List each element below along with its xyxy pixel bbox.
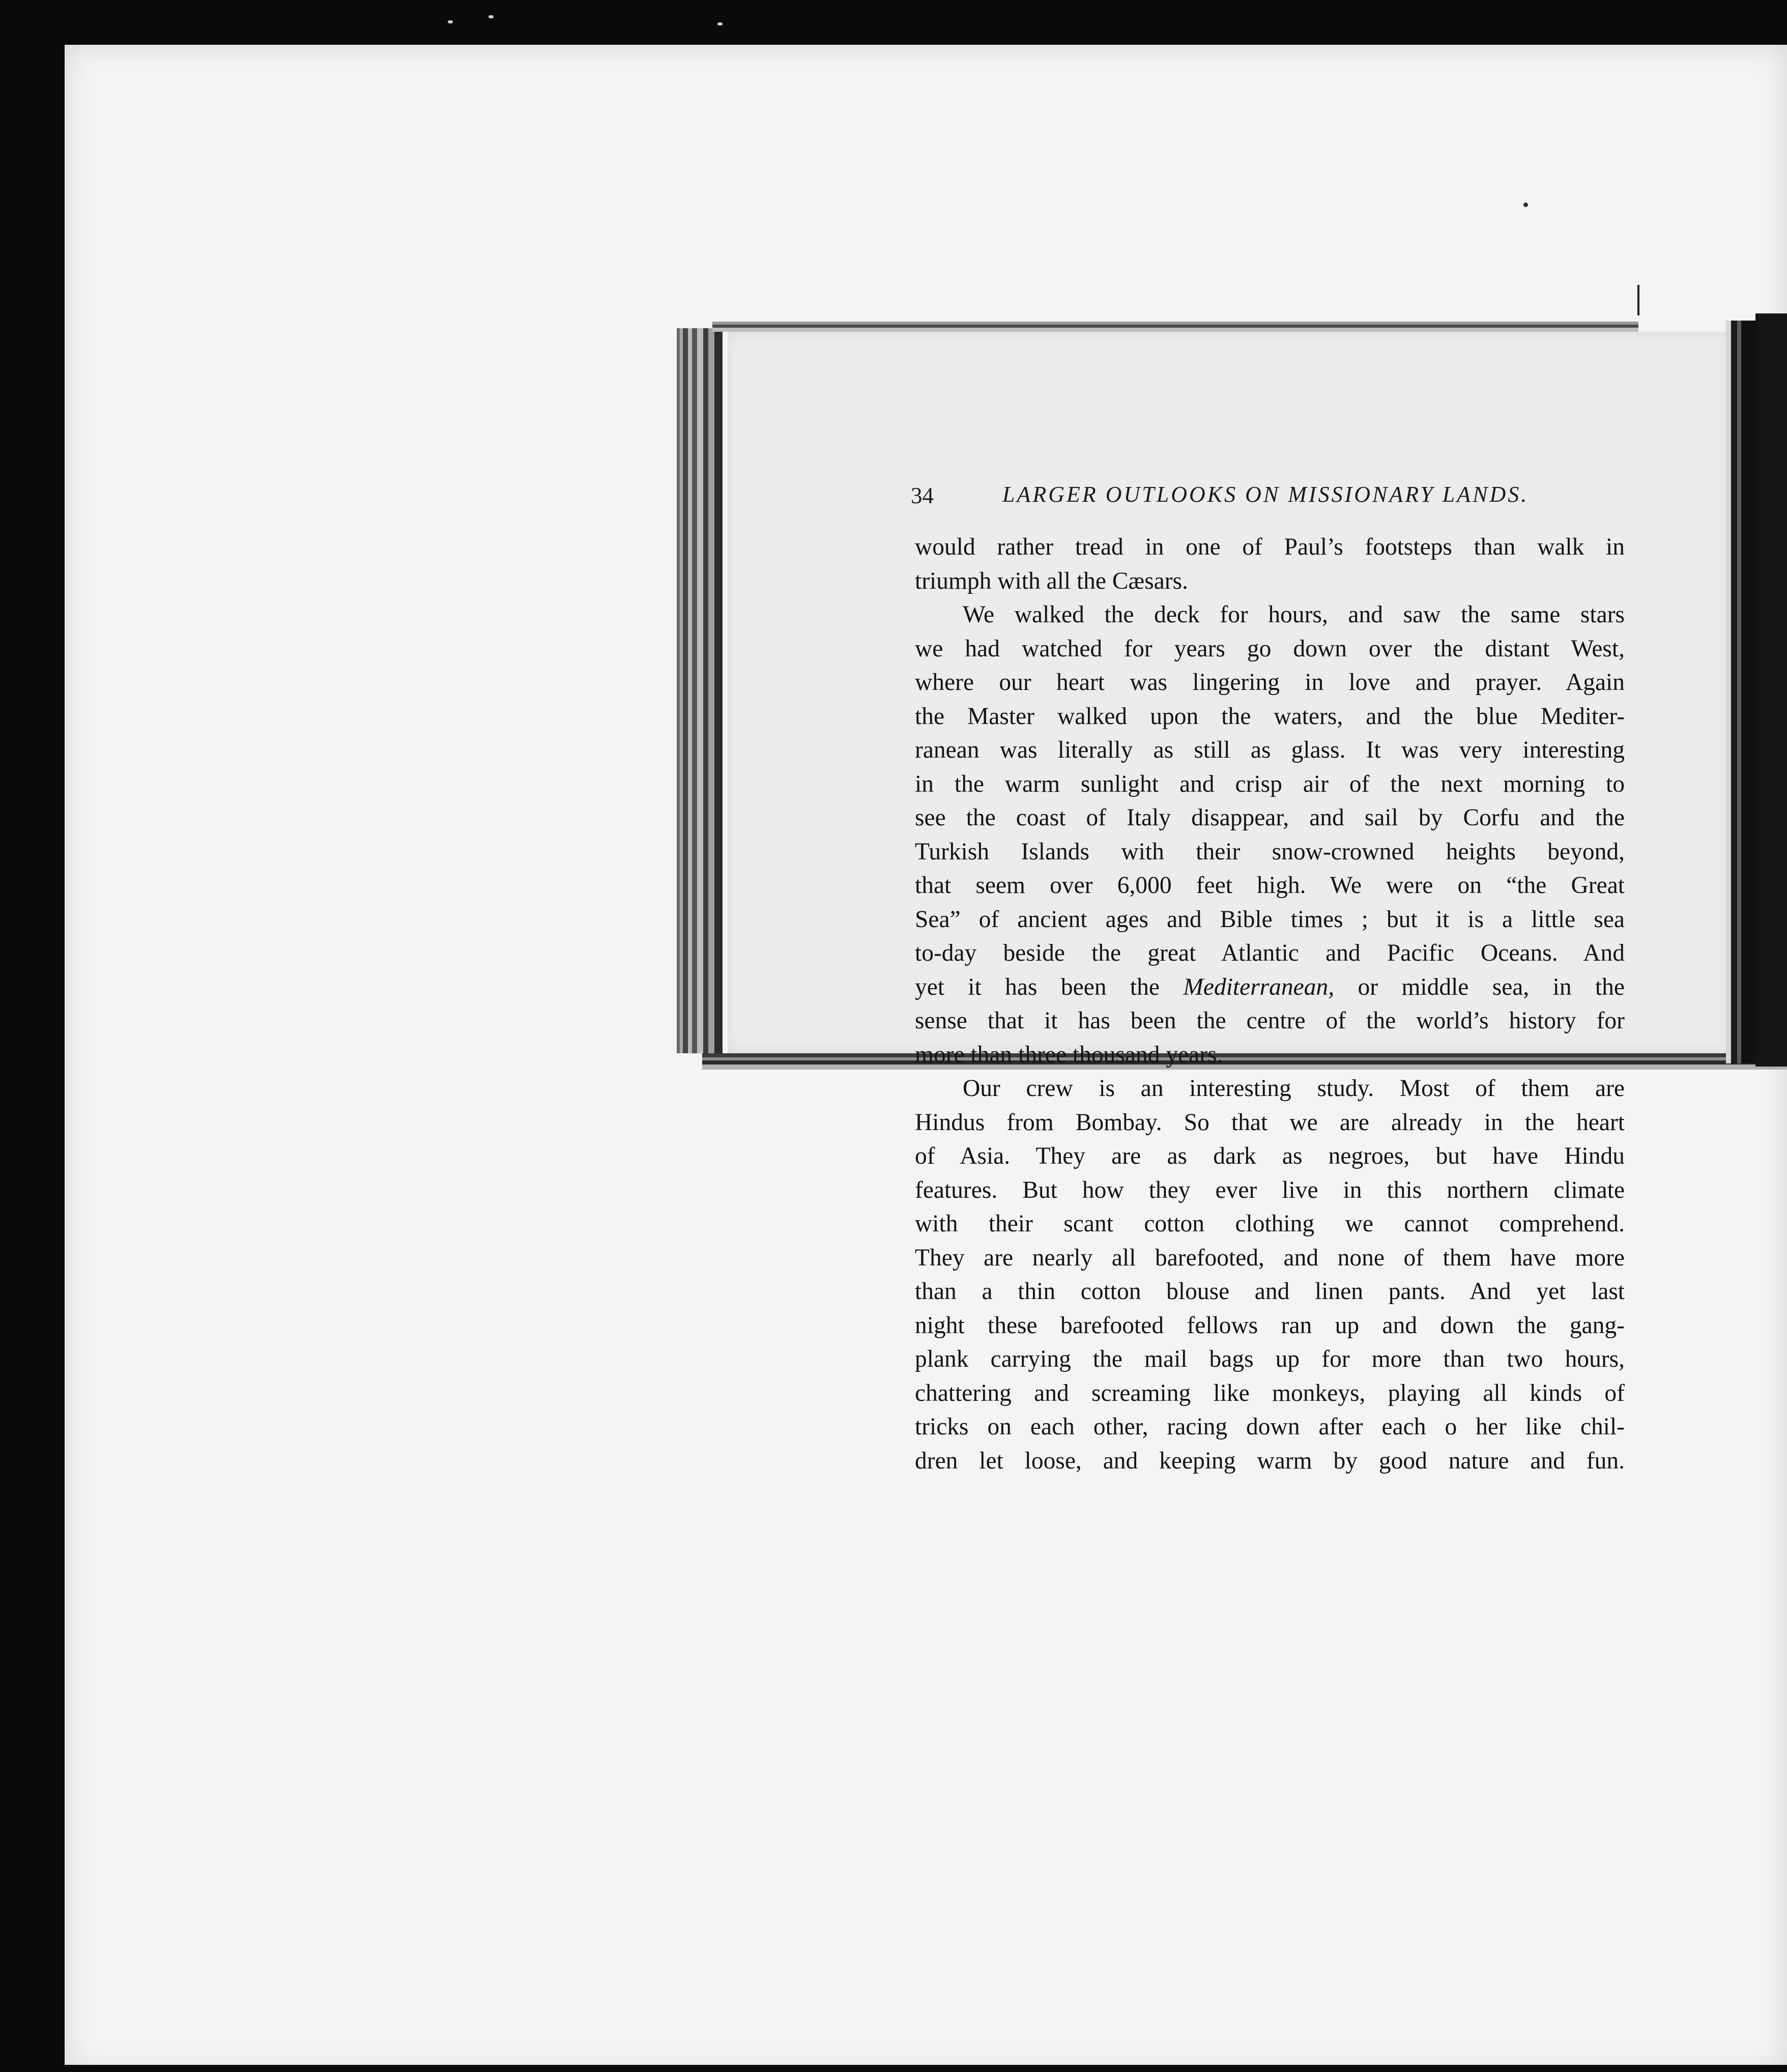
text-line	[915, 903, 1625, 937]
text-line	[915, 530, 1625, 564]
text-line	[915, 1207, 1625, 1241]
text-line-content: night these barefooted fellows ran up and down the gang-	[915, 1312, 1625, 1339]
text-line	[915, 733, 1625, 767]
text-line	[915, 1309, 1625, 1343]
text-line-content: see the coast of Italy disappear, and sail by Corfu and the	[915, 804, 1625, 831]
text-line-content: than a thin cotton blouse and linen pants. And yet last	[915, 1278, 1625, 1305]
text-line-content: They are nearly all barefooted, and none of them have more	[915, 1244, 1625, 1271]
dust-spot	[1523, 203, 1528, 207]
film-border-bottom	[0, 2065, 1787, 2072]
book-top-edge	[712, 322, 1638, 332]
text-line	[915, 1139, 1625, 1173]
text-line-content: with their scant cotton clothing we cannot comprehend.	[915, 1211, 1625, 1237]
text-line	[915, 1376, 1625, 1411]
text-line-content: of Asia. They are as dark as negroes, but have Hindu	[915, 1143, 1625, 1169]
text-line-content: Turkish Islands with their snow-crowned heights beyond,	[915, 838, 1625, 865]
text-line-content: We walked the deck for hours, and saw the same stars	[963, 601, 1625, 628]
text-line	[915, 835, 1625, 869]
text-line	[915, 564, 1625, 598]
book-page-edges	[677, 328, 723, 1053]
text-line	[915, 1410, 1625, 1444]
text-line-content: that seem over 6,000 feet high. We were on “the Great	[915, 872, 1625, 899]
running-title: LARGER OUTLOOKS ON MISSIONARY LANDS.	[1002, 482, 1529, 507]
facing-page-edge	[1755, 313, 1787, 1067]
text-line-content: yet it has been the	[915, 973, 1184, 1000]
text-line	[915, 1173, 1625, 1207]
text-line-content: we had watched for years go down over the distant West,	[915, 635, 1625, 662]
text-line-content: in the warm sunlight and crisp air of the next morning to	[915, 770, 1625, 797]
page-number: 34	[911, 483, 934, 508]
text-line-content: features. But how they ever live in this northern climate	[915, 1176, 1625, 1203]
text-line	[915, 1275, 1625, 1309]
text-line	[915, 1106, 1625, 1140]
film-speck	[717, 22, 723, 25]
text-line-content: chattering and screaming like monkeys, playing all kinds of	[915, 1379, 1625, 1406]
text-line	[915, 1004, 1625, 1038]
body-text	[915, 530, 1625, 1478]
text-line-content: would rather tread in one of Paul’s footsteps than walk in	[915, 534, 1625, 560]
text-line	[915, 970, 1625, 1004]
text-line-content: Our crew is an interesting study. Most of them are	[963, 1075, 1625, 1102]
text-line	[915, 869, 1625, 903]
text-line	[915, 1038, 1625, 1072]
text-line-content: the Master walked upon the waters, and the blue Mediter-	[915, 703, 1625, 730]
text-line-content: triumph with all the Cæsars.	[915, 567, 1188, 594]
text-line	[915, 1241, 1625, 1275]
film-border-left	[0, 0, 65, 2072]
text-line-content: plank carrying the mail bags up for more than two hours,	[915, 1346, 1625, 1372]
text-line-content: Hindus from Bombay. So that we are already in the heart	[915, 1109, 1625, 1136]
text-line	[915, 936, 1625, 970]
italic-word: Mediterranean,	[1183, 973, 1335, 1000]
text-line-content: sense that it has been the centre of the world’s history for	[915, 1008, 1625, 1034]
text-line	[915, 1444, 1625, 1478]
text-line	[915, 598, 1625, 632]
text-line-content: tricks on each other, racing down after each o her like chil-	[915, 1414, 1625, 1440]
spine-mark	[1637, 285, 1639, 315]
text-line	[915, 1072, 1625, 1106]
text-line-content: dren let loose, and keeping warm by good nature and fun.	[915, 1447, 1625, 1474]
text-line	[915, 700, 1625, 734]
film-speck	[488, 15, 494, 18]
text-line	[915, 666, 1625, 700]
text-line	[915, 801, 1625, 835]
text-line-content: more than three thousand years.	[915, 1041, 1223, 1068]
text-line-content: or middle sea, in the	[1334, 973, 1625, 1000]
text-line	[915, 632, 1625, 666]
text-line	[915, 767, 1625, 801]
running-head	[911, 478, 1633, 509]
text-line-content: Sea” of ancient ages and Bible times ; but it is a little sea	[915, 906, 1625, 933]
text-line	[915, 1342, 1625, 1376]
book-gutter	[1726, 321, 1755, 1063]
film-speck	[448, 20, 453, 23]
text-line-content: ranean was literally as still as glass. It was very interesting	[915, 737, 1625, 763]
text-line-content: where our heart was lingering in love and prayer. Again	[915, 669, 1625, 696]
text-line-content: to-day beside the great Atlantic and Pacific Oceans. And	[915, 940, 1625, 966]
